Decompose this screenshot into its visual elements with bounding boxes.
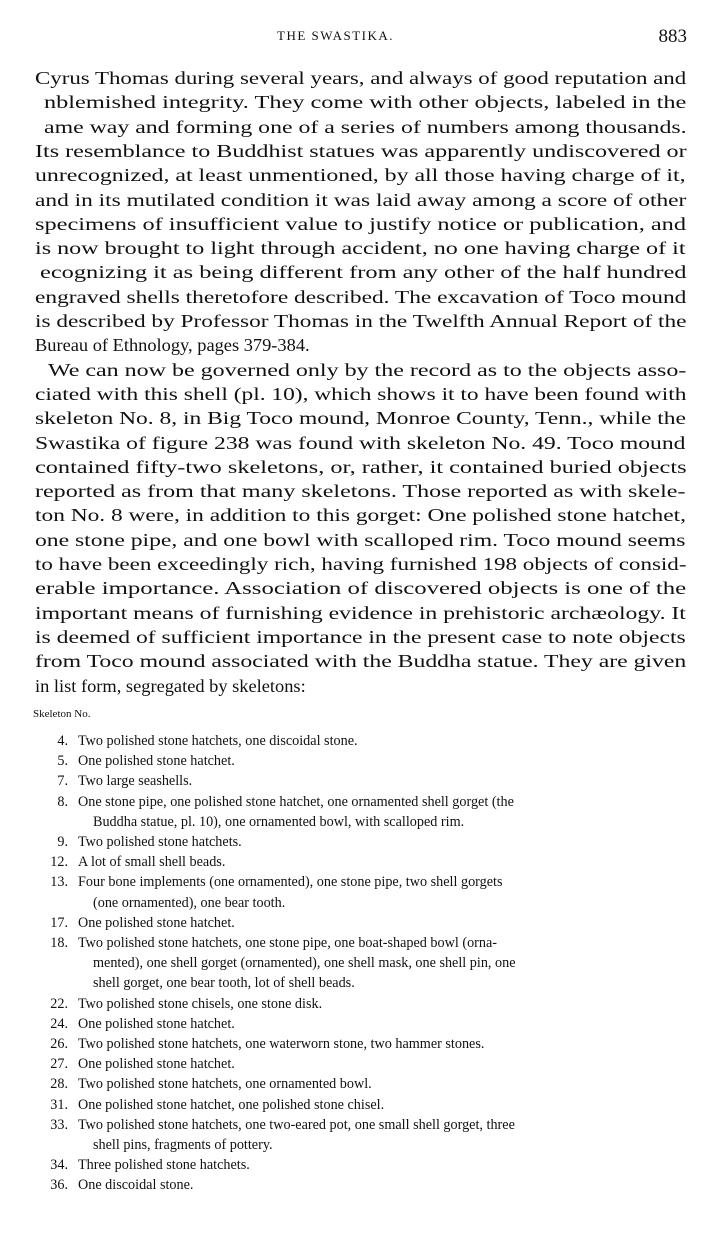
skeleton-item-text: One discoidal stone.: [78, 1177, 194, 1194]
paragraph-2-line: from Toco mound associated with the Buddha statue. They are given: [35, 651, 687, 672]
page-header: [0, 26, 723, 50]
paragraph-2-line: erable importance. Association of discovered objects is one of the: [35, 578, 687, 599]
skeleton-item-text: Four bone implements (one ornamented), one stone pipe, two shell gorgets: [78, 874, 503, 891]
paragraph-1-line: Cyrus Thomas during several years, and always of good reputation and: [35, 68, 687, 88]
skeleton-item-text: One polished stone hatchet.: [78, 1056, 235, 1073]
skeleton-item-text: (one ornamented), one bear tooth.: [93, 894, 286, 911]
skeleton-list-heading: Skeleton No.: [33, 708, 91, 720]
paragraph-1-line: engraved shells theretofore described. The excavation of Toco mound: [35, 286, 687, 307]
skeleton-number: 31.: [50, 1096, 68, 1113]
skeleton-number: 24.: [50, 1015, 68, 1032]
skeleton-number: 7.: [57, 773, 68, 790]
skeleton-item-text: Buddha statue, pl. 10), one ornamented bowl, with scalloped rim.: [93, 813, 465, 830]
paragraph-2-line: important means of furnishing evidence in prehistoric archæology. It: [35, 602, 686, 623]
skeleton-number: 4.: [57, 733, 68, 749]
skeleton-number: 36.: [50, 1177, 68, 1194]
skeleton-number: 18.: [50, 935, 68, 951]
running-title: THE SWASTIKA.: [277, 28, 394, 43]
paragraph-2-line: one stone pipe, and one bowl with scalloped rim. Toco mound seems: [35, 529, 686, 550]
skeleton-number: 17.: [50, 914, 68, 931]
skeleton-number: 9.: [57, 834, 68, 850]
paragraph-1-line: nblemished integrity. They come with other objects, labeled in the: [44, 92, 687, 113]
paragraph-1-line: ecognizing it as being different from any other of the half hundred: [40, 262, 687, 283]
paragraph-1-line: is described by Professor Thomas in the Twelfth Annual Report of the: [35, 311, 687, 331]
paragraph-2-line: to have been exceedingly rich, having furnished 198 objects of consid-: [35, 554, 687, 574]
paragraph-2-line: ton No. 8 were, in addition to this gorget: One polished stone hatchet,: [35, 505, 686, 526]
skeleton-item-text: One polished stone hatchet.: [78, 914, 235, 931]
page-number: 883: [658, 26, 687, 47]
skeleton-item-text: Two polished stone hatchets, one ornamented bowl.: [78, 1076, 372, 1093]
skeleton-item-text: mented), one shell gorget (ornamented), one shell mask, one shell pin, one: [93, 955, 516, 972]
paragraph-1-line: and in its mutilated condition it was laid away among a score of other: [35, 189, 687, 210]
paragraph-2-line: contained fifty-two skeletons, or, rather, it contained buried objects: [35, 456, 687, 477]
skeleton-number: 33.: [50, 1116, 68, 1133]
skeleton-item-text: One stone pipe, one polished stone hatchet, one ornamented shell gorget (the: [78, 793, 514, 810]
paragraph-2-line: skeleton No. 8, in Big Toco mound, Monroe County, Tenn., while the: [35, 408, 686, 429]
skeleton-number: 13.: [50, 874, 68, 891]
paragraph-2-line: ciated with this shell (pl. 10), which shows it to have been found with: [35, 383, 687, 404]
skeleton-number: 27.: [50, 1056, 68, 1073]
skeleton-number: 8.: [57, 793, 68, 810]
skeleton-item-text: Two polished stone hatchets, one two-eared pot, one small shell gorget, three: [78, 1116, 515, 1133]
paragraph-2-line: We can now be governed only by the record as to the objects asso-: [48, 359, 687, 380]
skeleton-item-text: shell gorget, one bear tooth, lot of shell beads.: [93, 975, 355, 992]
skeleton-item-text: Two polished stone hatchets.: [78, 834, 242, 850]
paragraph-1-line: unrecognized, at least unmentioned, by all those having charge of it,: [35, 165, 686, 186]
skeleton-item-text: Two polished stone hatchets, one discoidal stone.: [78, 733, 358, 749]
paragraph-2-line: reported as from that many skeletons. Those reported as with skele-: [35, 481, 686, 502]
skeleton-item-text: shell pins, fragments of pottery.: [93, 1137, 273, 1153]
skeleton-item-text: One polished stone hatchet, one polished stone chisel.: [78, 1096, 385, 1113]
paragraph-1-line: ame way and forming one of a series of numbers among thousands.: [44, 116, 687, 137]
skeleton-item-text: Two polished stone chisels, one stone disk.: [78, 995, 323, 1012]
paragraph-2-line: is deemed of sufficient importance in the present case to note objects: [35, 626, 686, 647]
skeleton-item-text: Two polished stone hatchets, one stone pipe, one boat-shaped bowl (orna-: [78, 935, 498, 951]
paragraph-1-line: Bureau of Ethnology, pages 379-384.: [35, 335, 310, 356]
skeleton-number: 22.: [50, 995, 68, 1012]
skeleton-number: 5.: [57, 753, 68, 770]
paragraph-2-line: Swastika of figure 238 was found with skeleton No. 49. Toco mound: [35, 432, 686, 453]
skeleton-item-text: One polished stone hatchet.: [78, 1015, 235, 1032]
skeleton-number: 12.: [50, 854, 68, 871]
paragraph-1-line: is now brought to light through accident, no one having charge of it: [35, 238, 686, 259]
skeleton-number: 34.: [50, 1157, 68, 1174]
skeleton-item-text: Three polished stone hatchets.: [78, 1157, 250, 1174]
skeleton-number: 28.: [50, 1076, 68, 1093]
paragraph-1-line: Its resemblance to Buddhist statues was apparently undiscovered or: [35, 140, 687, 161]
skeleton-item-text: Two polished stone hatchets, one waterworn stone, two hammer stones.: [78, 1036, 485, 1052]
skeleton-item-text: Two large seashells.: [78, 773, 193, 790]
skeleton-item-text: A lot of small shell beads.: [78, 854, 226, 871]
paragraph-2-line: in list form, segregated by skeletons:: [35, 675, 306, 696]
paragraph-1-line: specimens of insufficient value to justify notice or publication, and: [35, 213, 687, 234]
skeleton-number: 26.: [50, 1036, 68, 1052]
skeleton-item-text: One polished stone hatchet.: [78, 753, 235, 770]
